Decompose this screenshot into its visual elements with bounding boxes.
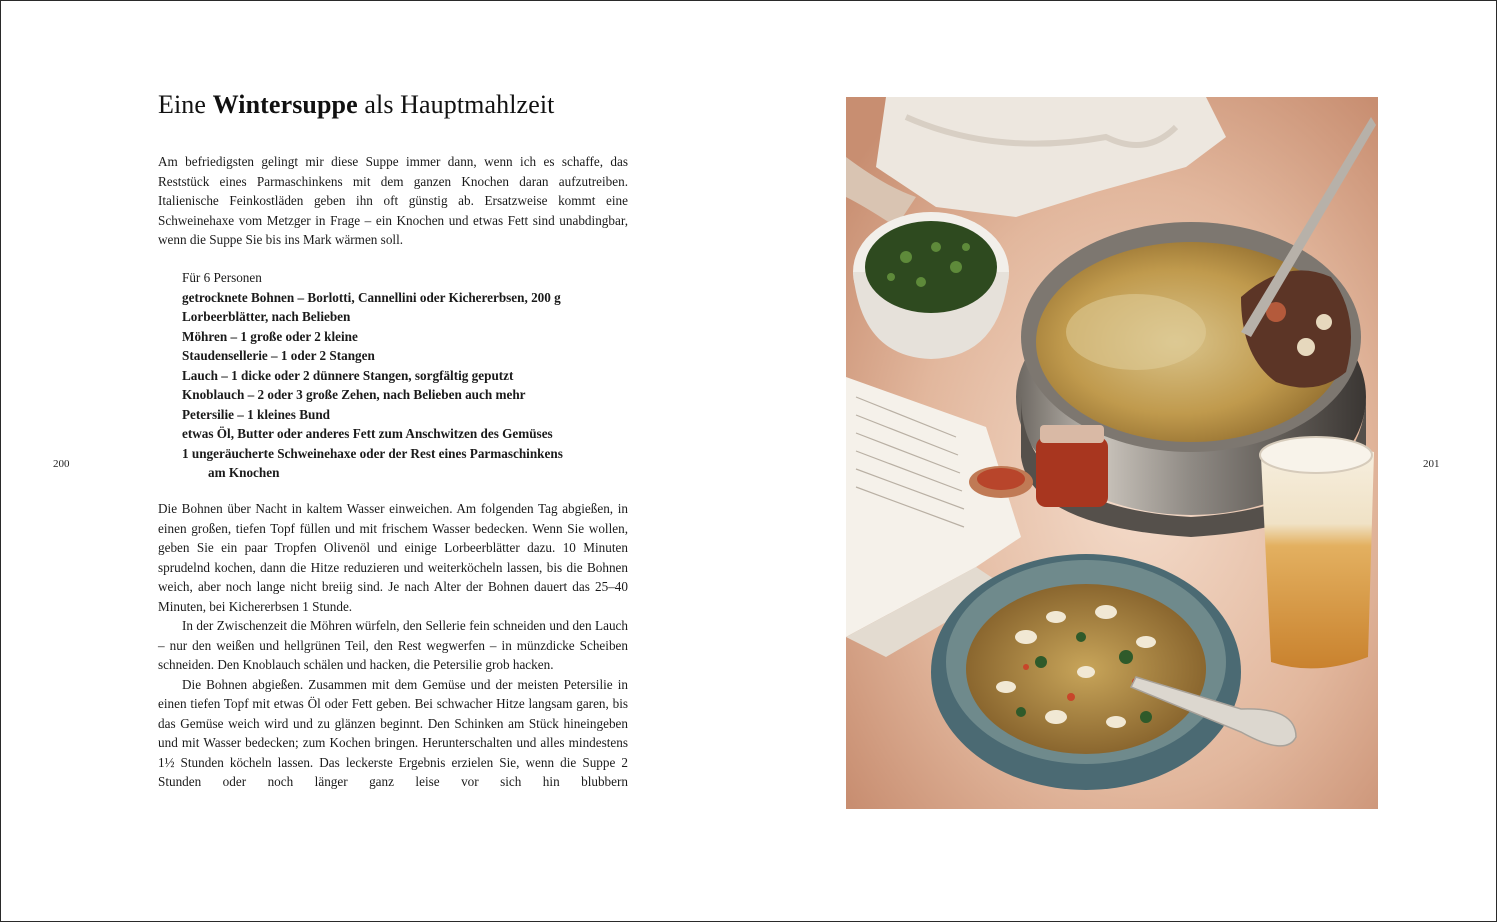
soup-photo: [846, 97, 1378, 809]
method-paragraph-2: In der Zwischenzeit die Möhren würfeln, den Sellerie fein schneiden und den Lauch – nur den weißen und hellgrünen Teil, den Rest wegwerfen – in münzdicke Scheiben schneiden. Den Knoblauch schälen und hacken, die Petersilie grob hacken.: [158, 618, 628, 672]
method-paragraph-3: Die Bohnen abgießen. Zusammen mit dem Gemüse und der meisten Petersilie in einen tiefen Topf mit etwas Öl oder Fett geben. Bei schwacher Hitze langsam garen, bis das Gemüse weich wird und zu glänzen beginnt. Den Schinken am Stück hineingeben und mit Wasser bedecken; zum Kochen bringen. Herunterschalten und alles mindestens 1½ Stunden köcheln lassen. Das leckerste Ergebnis erzielen Sie, wenn die Suppe 2 Stunden oder noch länger ganz leise vor sich hin blubbern: [158, 676, 628, 789]
method-paragraph-1: Die Bohnen über Nacht in kaltem Wasser einweichen. Am folgenden Tag abgießen, in einen großen, tiefen Topf füllen und mit frischem Wasser bedecken. Wenn Sie wollen, geben Sie ein paar Tropfen Olivenöl und einige Lorbeerblätter dazu. 10 Minuten sprudelnd kochen, dann die Hitze reduzieren und weiterköcheln lassen, bis die Bohnen weich, aber noch lange nicht breiig sind. Je nach Alter der Bohnen dauert das 25–40 Minuten, bei Kichererbsen 1 Stunde.: [158, 501, 628, 614]
ingredient-ham: 1 ungeräucherte Schweinehaxe oder der Rest eines Parmaschinkens: [182, 445, 563, 461]
servings-line: Für 6 Personen: [182, 270, 262, 285]
ingredient-fat: etwas Öl, Butter oder anderes Fett zum Anschwitzen des Gemüses: [182, 426, 553, 441]
page-number-right: 201: [1423, 458, 1440, 470]
title-pre: Eine: [158, 90, 213, 119]
ingredient-bay-leaves: Lorbeerblätter, nach Belieben: [182, 309, 351, 324]
ingredient-leek: Lauch – 1 dicke oder 2 dünnere Stangen, sorgfältig geputzt: [182, 367, 514, 383]
ingredient-garlic: Knoblauch – 2 oder 3 große Zehen, nach Belieben auch mehr: [182, 387, 526, 402]
method-text: [158, 499, 628, 792]
page-title: [158, 90, 555, 120]
page-number-left: 200: [53, 458, 70, 470]
soup-photo-illustration: [846, 97, 1378, 809]
ingredient-ham-continued: am Knochen: [208, 465, 280, 480]
ingredient-parsley: Petersilie – 1 kleines Bund: [182, 406, 330, 422]
title-post: als Hauptmahlzeit: [357, 90, 555, 119]
ingredient-list: [182, 268, 622, 483]
ingredient-carrots: Möhren – 1 große oder 2 kleine: [182, 328, 358, 344]
ingredient-beans: getrocknete Bohnen – Borlotti, Cannellini oder Kichererbsen, 200 g: [182, 289, 561, 305]
intro-paragraph: Am befriedigsten gelingt mir diese Suppe immer dann, wenn ich es schaffe, das Reststück eines Parmaschinkens mit dem ganzen Knochen daran aufzutreiben. Italienische Feinkostläden geben ihn oft günstig ab. Ersatzweise kommt eine Schweinehaxe vom Metzger in Frage – ein Knochen und etwas Fett sind unabdingbar, wenn die Suppe Sie bis ins Mark wärmen soll.: [158, 154, 628, 247]
ingredient-celery: Staudensellerie – 1 oder 2 Stangen: [182, 348, 375, 363]
title-bold: Wintersuppe: [212, 90, 358, 119]
